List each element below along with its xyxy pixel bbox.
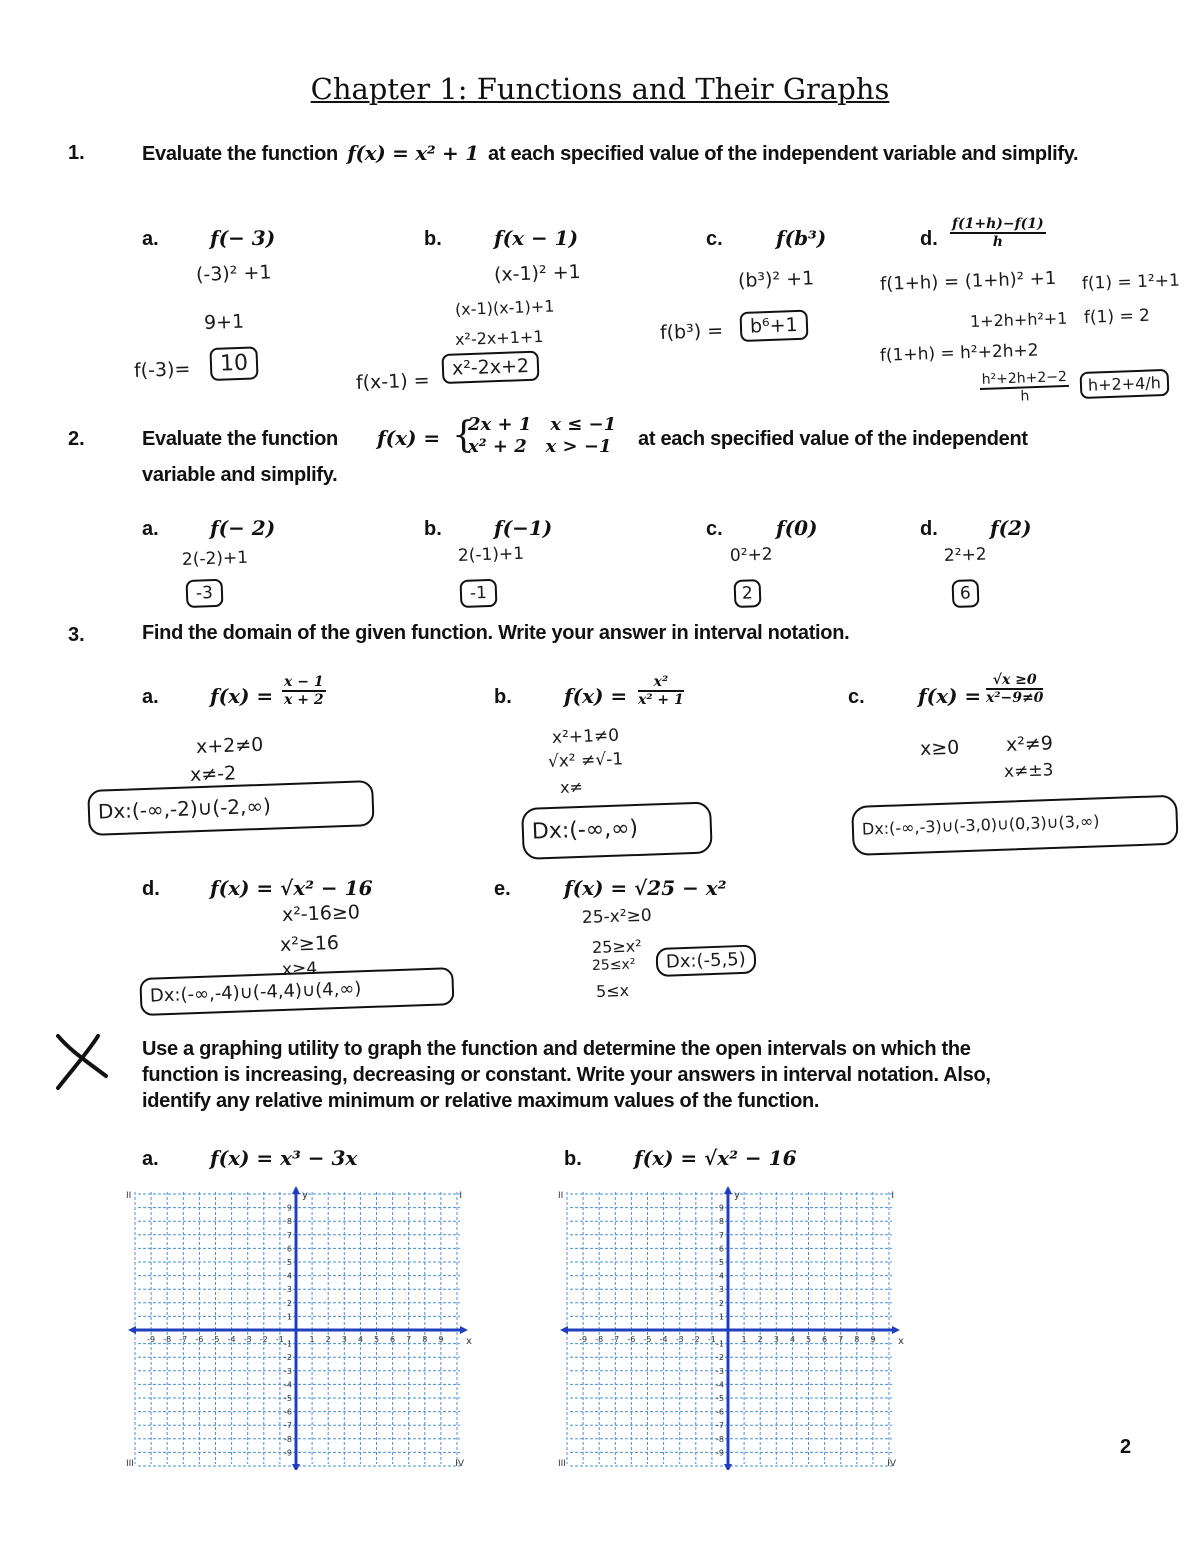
q1-number: 1.: [68, 142, 85, 164]
q1d-expr-den: h: [992, 234, 1003, 250]
q1-text: Evaluate the function: [142, 143, 338, 165]
x-tick-label: 6: [822, 1335, 828, 1344]
x-tick-label: -3: [243, 1335, 252, 1344]
y-tick-label: 8: [718, 1217, 724, 1227]
q4-line-3: identify any relative minimum or relative maximum values of the function.: [142, 1090, 820, 1112]
x-axis-arrow-left: [128, 1326, 136, 1334]
q3a-answer: Dx:(-∞,-2)∪(-2,∞): [87, 780, 374, 836]
x-tick-label: -5: [211, 1335, 220, 1344]
q2b-label: b.: [424, 518, 442, 540]
q4b-expr: f(x) = √x² − 16: [634, 1146, 797, 1170]
q2b-expr: f(−1): [494, 516, 553, 540]
y-tick-label: 8: [286, 1217, 292, 1227]
y-tick-label: 4: [718, 1271, 724, 1281]
q2d-answer: 6: [952, 579, 980, 608]
quadrant-label: III: [126, 1459, 134, 1469]
q4-line-2: function is increasing, decreasing or constant. Write your answers in interval notation. Also,: [142, 1064, 991, 1086]
q1d-work-6-den: h: [1020, 388, 1030, 405]
crossed-out-mark: [52, 1030, 112, 1092]
q3a-num: x − 1: [284, 674, 324, 690]
x-tick-label: 6: [390, 1335, 396, 1344]
q3a-label: a.: [142, 686, 159, 708]
q3c-num: √x ≥0: [986, 672, 1043, 690]
q3-number: 3.: [68, 624, 85, 646]
q1c-work-2: f(b³) =: [659, 319, 724, 344]
q3b-label: b.: [494, 686, 512, 708]
x-axis-arrow-right: [892, 1326, 900, 1334]
q1a-label: a.: [142, 228, 159, 250]
q1d-work-6: [979, 369, 1069, 406]
q1a-work-3: f(-3)=: [133, 358, 191, 382]
x-tick-label: 5: [373, 1335, 380, 1344]
q2a-work: 2(-2)+1: [181, 547, 249, 570]
x-tick-label: -2: [259, 1335, 268, 1344]
coordinate-grid-b: [556, 1186, 906, 1470]
q1b-label: b.: [424, 228, 442, 250]
q1b-work-4: f(x-1) =: [355, 369, 431, 394]
crossed-out-mark-text: X: [52, 1030, 53, 1031]
q3d-work-2: x²≥16: [279, 931, 340, 956]
y-tick-label: -2: [284, 1353, 292, 1363]
q4a-label: a.: [142, 1148, 159, 1170]
x-tick-label: 1: [309, 1335, 315, 1344]
y-tick-label: -7: [284, 1421, 292, 1431]
y-axis-arrow-up: [292, 1186, 300, 1194]
q2-brace: {: [452, 415, 475, 456]
y-tick-label: -8: [284, 1434, 292, 1444]
y-tick-label: -6: [284, 1407, 292, 1417]
q3b-work-3: x≠: [559, 777, 584, 797]
q1c-label: c.: [706, 228, 723, 250]
x-tick-label: -4: [659, 1335, 668, 1344]
x-tick-label: -1: [275, 1335, 284, 1344]
q3a-den: x + 2: [284, 692, 324, 708]
q1d-work-5: f(1) = 2: [1083, 305, 1151, 328]
y-axis-arrow-down: [292, 1464, 300, 1470]
q3c-answer: Dx:(-∞,-3)∪(-3,0)∪(0,3)∪(3,∞): [851, 795, 1179, 856]
x-axis-arrow-right: [460, 1326, 468, 1334]
x-tick-label: 7: [838, 1335, 844, 1344]
q3a-lhs: f(x) =: [210, 684, 274, 708]
x-tick-label: -6: [627, 1335, 636, 1344]
x-tick-label: -7: [611, 1335, 620, 1344]
y-tick-label: 6: [718, 1244, 724, 1254]
y-tick-label: -2: [716, 1353, 724, 1363]
x-tick-label: 2: [757, 1335, 763, 1344]
q1d-work-1: f(1+h) = (1+h)² +1: [879, 267, 1057, 295]
q1b-work-1: (x-1)² +1: [493, 260, 582, 286]
x-tick-label: -7: [179, 1335, 188, 1344]
q2c-expr: f(0): [776, 516, 818, 540]
q3-text-post: of the given function. Write your answer in interval notation.: [291, 622, 850, 644]
q1c-expr: f(b³): [776, 226, 827, 250]
y-tick-label: -9: [284, 1448, 292, 1458]
y-tick-label: 7: [286, 1230, 292, 1240]
q2c-label: c.: [706, 518, 723, 540]
q2b-work: 2(-1)+1: [457, 543, 525, 566]
x-tick-label: 5: [805, 1335, 812, 1344]
quadrant-label: II: [126, 1191, 132, 1201]
q3a-frac: [282, 674, 326, 708]
y-tick-label: 9: [286, 1203, 292, 1213]
q1b-work-3: x²-2x+1+1: [454, 326, 544, 349]
q2d-expr: f(2): [990, 516, 1032, 540]
q3d-answer: Dx:(-∞,-4)∪(-4,4)∪(4,∞): [139, 967, 454, 1016]
page-number: 2: [1120, 1436, 1132, 1458]
q1d-work-2: 1+2h+h²+1: [969, 308, 1068, 331]
quadrant-label: IV: [887, 1459, 896, 1469]
y-tick-label: 2: [286, 1298, 292, 1308]
y-axis-label: y: [734, 1190, 740, 1201]
q2a-answer: -3: [186, 579, 224, 608]
quadrant-label: II: [558, 1191, 564, 1201]
q3c-den: x²−9≠0: [986, 690, 1044, 706]
y-tick-label: 3: [718, 1285, 724, 1295]
quadrant-label: I: [891, 1191, 894, 1201]
q1b-work-2: (x-1)(x-1)+1: [454, 296, 555, 319]
q3a-work-1: x+2≠0: [195, 733, 264, 758]
y-tick-label: 5: [718, 1258, 724, 1267]
x-tick-label: 1: [741, 1335, 747, 1344]
q1-prompt: [142, 140, 1142, 168]
q1d-label: d.: [920, 228, 938, 250]
q2a-expr: f(− 2): [210, 516, 276, 540]
x-tick-label: 9: [438, 1335, 444, 1344]
q2-text2: at each specified value of the independent: [638, 428, 1028, 450]
q2-cases: [468, 414, 616, 458]
q2-text3: variable and simplify.: [142, 464, 338, 486]
q3-text-pre: Find the: [142, 622, 223, 644]
page-title: Chapter 1: Functions and Their Graphs: [310, 72, 890, 106]
q1-text2: at each specified value of the independent variable and simplify.: [488, 143, 1079, 165]
q4b-label: b.: [564, 1148, 582, 1170]
q4-line-1: Use a graphing utility to graph the function and determine the open intervals on which the: [142, 1038, 971, 1060]
y-tick-label: -5: [716, 1394, 724, 1403]
q3a-work-2: x≠-2: [189, 762, 237, 786]
q3c-lhs: f(x) =: [918, 684, 982, 708]
y-tick-label: -4: [716, 1380, 724, 1390]
q3c-work-2: x²≠9: [1005, 732, 1054, 756]
q3d-work-1: x²-16≥0: [281, 901, 361, 926]
y-tick-label: 6: [286, 1244, 292, 1254]
x-tick-label: -3: [675, 1335, 684, 1344]
x-tick-label: -1: [707, 1335, 716, 1344]
q3b-num: x²: [638, 674, 684, 692]
q2a-label: a.: [142, 518, 159, 540]
x-tick-label: 4: [789, 1335, 795, 1344]
x-tick-label: 3: [773, 1335, 779, 1344]
q1d-expr-num: f(1+h)−f(1): [952, 216, 1044, 232]
q3c-label: c.: [848, 686, 865, 708]
q3b-answer: Dx:(-∞,∞): [521, 801, 713, 860]
x-tick-label: -9: [147, 1335, 156, 1344]
q3b-work-1: x²+1≠0: [551, 725, 620, 748]
x-tick-label: 4: [357, 1335, 363, 1344]
x-tick-label: 3: [341, 1335, 347, 1344]
quadrant-label: IV: [455, 1459, 464, 1469]
y-axis-arrow-up: [724, 1186, 732, 1194]
x-tick-label: -8: [595, 1335, 604, 1344]
q2-func-lhs: f(x) =: [377, 426, 441, 450]
x-tick-label: 9: [870, 1335, 876, 1344]
q3e-label: e.: [494, 878, 511, 900]
y-axis-label: y: [302, 1190, 308, 1201]
q2b-answer: -1: [460, 579, 498, 608]
x-axis-label: x: [466, 1336, 472, 1347]
y-tick-label: 4: [286, 1271, 292, 1281]
y-tick-label: 1: [286, 1312, 292, 1322]
q1a-work-2: 9+1: [203, 310, 245, 334]
q2c-work: 0²+2: [729, 544, 774, 566]
q3e-work-3: 25≤x²: [591, 956, 636, 974]
y-tick-label: 2: [718, 1298, 724, 1308]
y-tick-label: 5: [286, 1258, 292, 1267]
q2d-work: 2²+2: [943, 544, 988, 566]
q2-case-1: 2x + 1 x ≤ −1: [468, 414, 617, 435]
q1b-expr: f(x − 1): [494, 226, 579, 250]
y-tick-label: 3: [286, 1285, 292, 1295]
q3d-work-3: x≥4: [281, 958, 318, 980]
y-tick-label: -1: [284, 1339, 292, 1349]
y-tick-label: -1: [716, 1339, 724, 1349]
q3b-den: x² + 1: [638, 692, 684, 708]
x-tick-label: -5: [643, 1335, 652, 1344]
y-tick-label: 1: [718, 1312, 724, 1322]
q1c-work-1: (b³)² +1: [737, 267, 815, 292]
y-tick-label: -8: [716, 1434, 724, 1444]
q1a-work-1: (-3)² +1: [195, 261, 272, 286]
q3c-work-3: x≠±3: [1003, 760, 1054, 782]
q3b-work-2: √x² ≠√-1: [547, 749, 624, 772]
y-axis-arrow-down: [724, 1464, 732, 1470]
q2c-answer: 2: [734, 579, 762, 608]
x-tick-label: -4: [227, 1335, 236, 1344]
x-tick-label: -6: [195, 1335, 204, 1344]
q3e-answer: Dx:(-5,5): [655, 945, 756, 977]
x-tick-label: -8: [163, 1335, 172, 1344]
y-tick-label: -4: [284, 1380, 292, 1390]
y-tick-label: -9: [716, 1448, 724, 1458]
y-tick-label: 9: [718, 1203, 724, 1213]
y-tick-label: -3: [716, 1366, 724, 1376]
x-tick-label: 8: [422, 1335, 428, 1344]
q3b-frac: [638, 674, 684, 708]
q2-case-2: x² + 2 x > −1: [468, 436, 612, 457]
x-tick-label: -9: [579, 1335, 588, 1344]
q1d-expr: [950, 216, 1046, 250]
q2-number: 2.: [68, 428, 85, 450]
q1d-answer: h+2+4/h: [1080, 369, 1170, 399]
q1b-answer: x²-2x+2: [441, 351, 539, 384]
x-tick-label: 7: [406, 1335, 412, 1344]
x-tick-label: 2: [325, 1335, 331, 1344]
x-tick-label: 8: [854, 1335, 860, 1344]
y-tick-label: -7: [716, 1421, 724, 1431]
q1-function: f(x) = x² + 1: [347, 141, 479, 165]
q3c-work-1: x≥0: [919, 736, 960, 760]
q1d-work-6-num: h²+2h+2−2: [979, 369, 1069, 390]
q3e-work-2: 25≥x²: [591, 936, 642, 957]
q3b-lhs: f(x) =: [564, 684, 628, 708]
y-tick-label: -5: [284, 1394, 292, 1403]
x-axis-arrow-left: [560, 1326, 568, 1334]
q2-text: Evaluate the function: [142, 428, 338, 450]
q3d-expr: f(x) = √x² − 16: [210, 876, 373, 900]
coordinate-grid-a: [124, 1186, 474, 1470]
q3-prompt: [142, 620, 849, 647]
quadrant-label: I: [459, 1191, 462, 1201]
y-tick-label: -3: [284, 1366, 292, 1376]
q3e-work-1: 25-x²≥0: [581, 905, 653, 928]
q1a-expr: f(− 3): [210, 226, 276, 250]
y-tick-label: 7: [718, 1230, 724, 1240]
q1a-answer: 10: [209, 346, 258, 381]
q3-text-bold: domain: [222, 622, 292, 644]
quadrant-label: III: [558, 1459, 566, 1469]
x-axis-label: x: [898, 1336, 904, 1347]
q3e-work-4: 5≤x: [595, 980, 630, 1001]
q2d-label: d.: [920, 518, 938, 540]
q3c-frac: [986, 672, 1043, 706]
q1d-work-3: f(1+h) = h²+2h+2: [879, 340, 1039, 366]
q3e-expr: f(x) = √25 − x²: [564, 876, 727, 900]
x-tick-label: -2: [691, 1335, 700, 1344]
q3d-label: d.: [142, 878, 160, 900]
q4a-expr: f(x) = x³ − 3x: [210, 1146, 358, 1170]
y-tick-label: -6: [716, 1407, 724, 1417]
q1d-work-4: f(1) = 1²+1: [1081, 270, 1181, 294]
q1c-answer: b⁶+1: [739, 310, 808, 342]
